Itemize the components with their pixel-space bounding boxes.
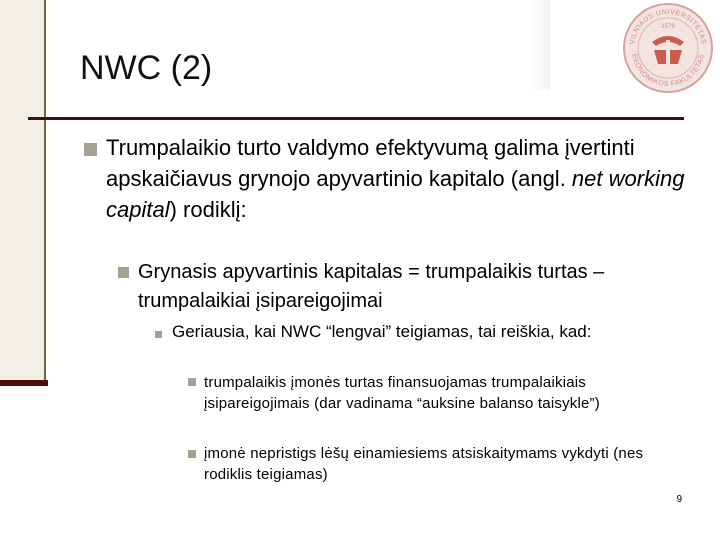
left-accent-bar bbox=[0, 380, 48, 386]
bullet-level4-marker-2 bbox=[188, 450, 196, 458]
bullet-level3-marker bbox=[155, 331, 162, 338]
logo-text-top: VILNIAUS UNIVERSITETAS bbox=[629, 8, 707, 46]
title-area-shadow bbox=[530, 0, 550, 90]
page-number: 9 bbox=[676, 494, 682, 505]
bullet-level3-text: Geriausia, kai NWC “lengvai” teigiamas, tai reiškia, kad: bbox=[172, 322, 592, 341]
bullet-level1-text: Trumpalaikio turto valdymo efektyvumą galima įvertinti apskaičiavus grynojo apyvartinio kapitalo (angl. net working capital) rodiklį: bbox=[106, 135, 685, 222]
logo-year: 1579 bbox=[661, 24, 675, 30]
bullet-level4-marker-1 bbox=[188, 378, 196, 386]
bullet-level1-marker bbox=[84, 143, 97, 156]
slide-title: NWC (2) bbox=[80, 49, 213, 87]
logo-text-bottom: EKONOMIKOS FAKULTETAS bbox=[630, 53, 706, 89]
bullet-level2-marker bbox=[118, 267, 129, 278]
logo-emblem-stripe bbox=[666, 40, 670, 68]
bullet-level2-text: Grynasis apyvartinis kapitalas = trumpalaikis turtas – trumpalaikiai įsipareigojimai bbox=[138, 261, 605, 312]
university-logo bbox=[622, 2, 714, 94]
title-divider bbox=[28, 117, 684, 120]
bullet-level4-text-1: trumpalaikis įmonės turtas finansuojamas trumpalaikiais įsipareigojimais (dar vadinama “auksine balanso taisykle”) bbox=[204, 374, 600, 412]
bullet-level4-text-2: įmonė nepristigs lėšų einamiesiems atsiskaitymams vykdyti (nes rodiklis teigiamas) bbox=[204, 445, 644, 483]
left-decorative-band bbox=[0, 0, 46, 382]
